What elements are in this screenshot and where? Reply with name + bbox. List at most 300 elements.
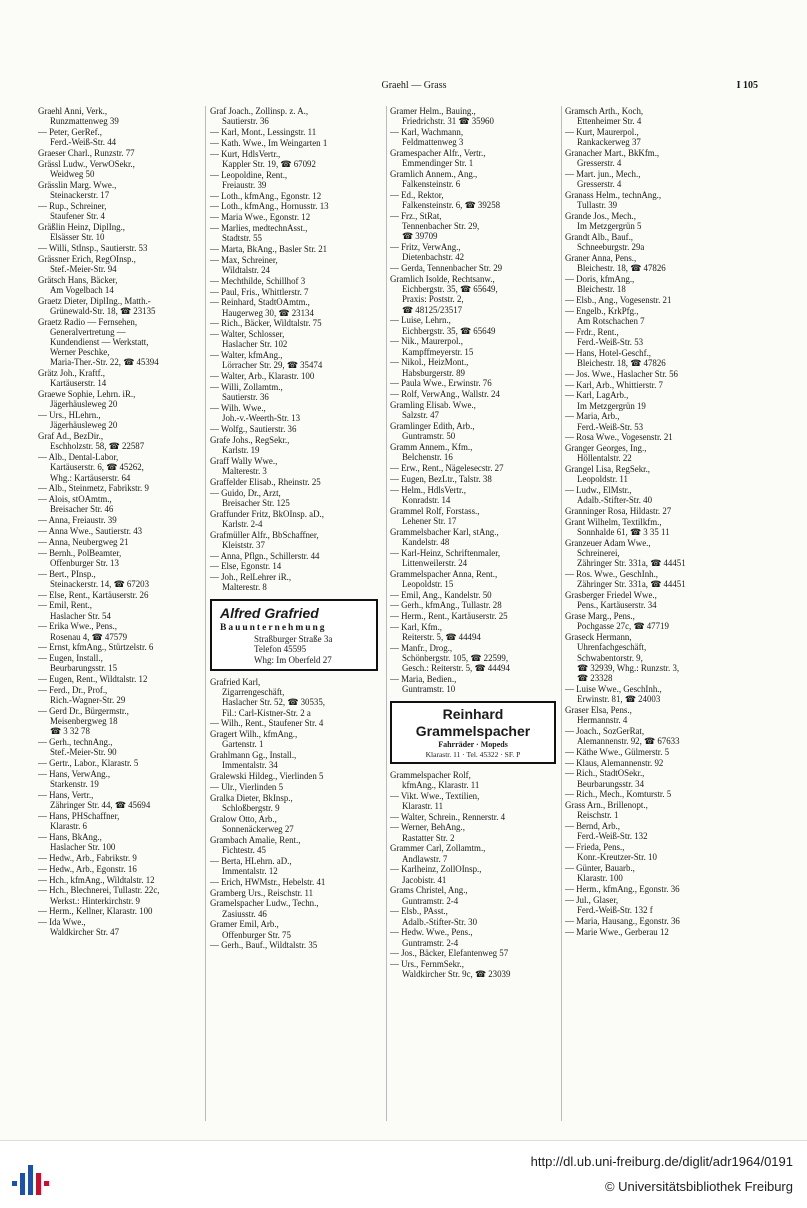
entry-name-line: — Alb., Dental-Labor, [38,452,119,463]
entry-continuation-line: Fichtestr. 45 [222,845,266,856]
entry-continuation-line: Stadtstr. 55 [222,233,262,244]
directory-entry [38,653,203,673]
entry-name-line: Gramelspacher Ludw., Techn., [210,898,319,909]
entry-continuation-line: Karlstr. 2-4 [222,518,263,529]
directory-entry [38,600,203,620]
directory-entry [565,211,797,231]
directory-entry [210,530,382,550]
entry-name-line: — Klaus, Alemannenstr. 92 [565,757,664,768]
directory-entry [565,306,797,326]
directory-entry [38,127,203,147]
entry-continuation-line: Zasiusstr. 46 [222,908,267,919]
directory-entry [565,684,797,704]
entry-name-line: Graffelder Elisab., Rheinstr. 25 [210,476,321,487]
directory-entry [210,201,382,211]
entry-continuation-line: Klarastr. 11 [402,800,444,811]
entry-continuation-line: Werkst.: Hinterkirchstr. 9 [50,895,140,906]
directory-entry [565,443,797,463]
entry-continuation-line: Gresserstr. 4 [577,158,622,169]
directory-entry [210,424,382,434]
directory-entry [390,600,560,610]
entry-name-line: — Frz., StRat, [390,211,442,221]
directory-entry [565,632,797,683]
directory-entry [38,368,203,388]
entry-continuation-line: Ferd.-Weiß-Str. 132 f [577,905,653,916]
entry-name-line: — Vikt. Wwe., Textilien, [390,790,480,801]
directory-entry [210,244,382,254]
entry-continuation-line: Praxis: Poststr. 2, [402,294,464,305]
entry-name-line: Graser Elsa, Pens., [565,704,632,715]
directory-entry [390,674,560,694]
directory-entry [38,621,203,641]
entry-name-line: Grammelsbacher Karl, stAng., [390,526,499,537]
directory-entry [210,835,382,855]
entry-continuation-line: Bleichestr. 18 [577,284,626,295]
directory-entry [210,138,382,148]
entry-name-line: — Loth., kfmAng., Egonstr. 12 [210,190,322,201]
entry-continuation-line: Beurbarungsstr. 34 [577,778,645,789]
entry-name-line: — Paul, Fris., Whittlerstr. 7 [210,286,309,297]
entry-continuation-line: Haslacher Str. 52, ☎ 30535, [222,697,325,708]
entry-continuation-line: Grünewald-Str. 18, ☎ 23135 [50,305,156,316]
entry-continuation-line: Maria-Ther.-Str. 22, ☎ 45394 [50,357,159,368]
entry-name-line: — Emil, Ang., Kandelstr. 50 [390,589,492,600]
entry-name-line: Grätsch Hans, Bäcker, [38,274,118,285]
entry-continuation-line: Kleiststr. 37 [222,539,265,550]
entry-name-line: — Fritz, VerwAng., [390,242,461,253]
directory-entry [565,884,797,894]
entry-name-line: Grase Marg., Pens., [565,611,635,622]
entry-name-line: — Joh., RelLehrer iR., [210,572,292,583]
directory-entry [38,758,203,768]
source-url-link[interactable]: http://dl.ub.uni-freiburg.de/diglit/adr1964/0191 [530,1154,793,1169]
directory-entry [210,287,382,297]
entry-name-line: — Hans, BkAng., [38,831,102,842]
entry-continuation-line: Erwinstr. 81, ☎ 24003 [577,694,661,704]
directory-entry [210,149,382,169]
entry-name-line: Grahlmann Gg., Install., [210,750,297,761]
entry-continuation-line: Freiaustr. 39 [222,179,267,190]
entry-continuation-line: Bleichestr. 18, ☎ 47826 [577,358,666,368]
directory-entry [38,275,203,295]
entry-continuation-line: Zähringer Str. 331a, ☎ 44451 [577,579,686,590]
directory-entry [390,211,560,242]
entry-continuation-line: Elsässer Str. 10 [50,232,105,242]
directory-entry [210,435,382,455]
entry-continuation-line: Ferd.-Weiß-Str. 132 [577,831,648,842]
directory-entry [210,350,382,370]
directory-entry [565,127,797,147]
entry-continuation-line: Rankackerweg 37 [577,137,641,148]
entry-name-line: — Gerh., Bauf., Wildtalstr. 35 [210,940,318,951]
entry-continuation-line: Breisacher Str. 46 [50,504,114,515]
entry-continuation-line: Steinackerstr. 17 [50,190,110,200]
entry-name-line: — Jos. Wwe., Haslacher Str. 56 [565,368,678,379]
directory-entry [565,927,797,937]
entry-name-line: — Engelb., KrkPfg., [565,305,639,316]
entry-name-line: — Hans, PHSchaffner, [38,810,120,821]
directory-entry [565,369,797,379]
directory-entry [565,863,797,883]
directory-entry [565,590,797,610]
entry-continuation-line: Haslacher Str. 102 [222,339,288,350]
directory-entry [390,948,560,958]
entry-name-line: Gramlich Annem., Ang., [390,169,478,179]
directory-entry [38,832,203,852]
directory-entry [38,296,203,316]
entry-name-line: — Hedw., Arb., Fabrikstr. 9 [38,852,137,863]
advertisement-grafried [210,599,378,672]
ad-name-line-2: Grammelspacher [415,722,531,739]
entry-continuation-line: Gartenstr. 1 [222,739,264,750]
entry-name-line: — Peter, GerRef., [38,127,102,137]
entry-continuation-line: Alemannenstr. 92, ☎ 67633 [577,736,680,746]
entry-continuation-line: Gresserstr. 4 [577,179,622,190]
directory-entry [38,389,203,409]
entry-name-line: — Karl-Heinz, Schriftenmaler, [390,547,501,558]
entry-name-line: — Luise, Lehrn., [390,315,451,326]
entry-name-line: Gramer Emil, Arb., [210,919,279,930]
entry-continuation-line: Kartäuserstr. 14 [50,378,107,389]
viewer-footer [0,1140,807,1208]
entry-continuation-line: Immentalstr. 12 [222,866,278,877]
directory-entry [38,885,203,905]
directory-entry [210,940,382,950]
directory-entry [390,274,560,315]
entry-continuation-line: Uhrenfachgeschäft, [577,642,647,653]
entry-name-line: Gralow Otto, Arb., [210,813,277,824]
entry-name-line: — Jos., Bäcker, Elefantenweg 57 [390,948,509,959]
page-number: I 105 [736,80,758,91]
directory-entry [38,537,203,547]
directory-entry [210,572,382,592]
directory-entry [390,148,560,168]
entry-name-line: Granass Helm., technAng., [565,190,662,200]
directory-entry [210,382,382,402]
directory-entry [390,263,560,273]
directory-entry [390,843,560,863]
entry-name-line: Grafe Johs., RegSekr., [210,434,290,445]
directory-entry [565,789,797,799]
entry-continuation-line: Tennenbacher Str. 29, [402,221,480,232]
directory-entry [38,674,203,684]
page-header [34,80,794,96]
entry-name-line: Graffunder Fritz, BkOInsp. aD., [210,508,324,519]
entry-continuation-line: ☎ 3 32 78 [50,726,90,737]
directory-entry [38,906,203,916]
entry-name-line: Grässlin Marg. Wwe., [38,179,117,190]
entry-name-line: — Urs., HLehrn., [38,410,101,421]
directory-entry [565,106,797,126]
entry-continuation-line: Zähringer Str. 331a, ☎ 44451 [577,558,686,569]
directory-entry [565,485,797,505]
entry-continuation-line: Generalvertretung — [50,326,126,337]
directory-entry [210,297,382,317]
entry-name-line: — Jul., Glaser, [565,894,619,905]
entry-continuation-line: Schreinerei, [577,548,620,559]
entry-name-line: — Karl, Kfm., [390,621,443,632]
entry-continuation-line: Malterestr. 8 [222,582,267,593]
entry-continuation-line: Kartäuserstr. 6, ☎ 45262, [50,462,144,473]
entry-name-line: — Werner, BehAng., [390,822,465,833]
directory-entry [38,685,203,705]
entry-name-line: — Paula Wwe., Erwinstr. 76 [390,378,492,389]
entry-name-line: — Hans, Hotel-Geschf., [565,347,652,358]
directory-entry [390,864,560,884]
entry-name-line: — Karl, Arb., Whittierstr. 7 [565,379,663,390]
entry-name-line: — Anna, Neubergweg 21 [38,536,129,547]
directory-entry [390,611,560,621]
directory-entry [210,403,382,423]
entry-name-line: Gramm Annem., Kfm., [390,442,473,452]
directory-entry [390,378,560,388]
directory-entry [565,538,797,569]
directory-entry [390,169,560,189]
entry-name-line: — Bernd, Arb., [565,821,620,832]
entry-continuation-line: Kundendienst — Werkstatt, [50,337,149,347]
entry-name-line: Grammer Carl, Zollamtm., [390,843,486,854]
entry-name-line: Grant Wilhelm, Textilkfm., [565,516,662,527]
entry-name-line: Grätz Joh., Kraftf., [38,368,106,379]
directory-entry [565,726,797,746]
entry-continuation-line: Kandelstr. 48 [402,536,450,547]
entry-name-line: — Else, Egonstr. 14 [210,561,282,572]
directory-entry [210,318,382,328]
entry-continuation-line: Schwabentorstr. 9, [577,652,643,663]
entry-continuation-line: Leopoldstr. 11 [577,474,628,485]
directory-entry [210,509,382,529]
entry-name-line: — Joach., SozGerRat, [565,725,645,736]
entry-continuation-line: Jacobistr. 41 [402,874,447,885]
directory-entry [565,569,797,589]
entry-continuation-line: Belchenstr. 16 [402,452,453,463]
ad-name-line-1: Reinhard [442,705,504,722]
entry-name-line: — Hedw. Wwe., Pens., [390,927,473,938]
entry-name-line: — Willi, Zollamtm., [210,381,283,392]
entry-name-line: — Emil, Rent., [38,600,92,611]
entry-name-line: Grasberger Friedel Wwe., [565,590,657,601]
entry-continuation-line: Kampffmeyerstr. 15 [402,346,474,357]
entry-continuation-line: Adalb.-Stifter-Str. 30 [402,916,478,927]
directory-entry [210,551,382,561]
entry-name-line: — Reinhard, StadtOAmtm., [210,297,310,308]
directory-entry [565,506,797,516]
entry-name-line: — Gerda, Tennenbacher Str. 29 [390,263,503,274]
directory-entry [390,506,560,526]
directory-entry [38,515,203,525]
directory-entry [210,856,382,876]
directory-entry [38,569,203,589]
entry-name-line: Graf Joach., Zollinsp. z. A., [210,106,309,116]
entry-continuation-line: Haugerweg 30, ☎ 23134 [222,307,314,318]
entry-continuation-line: Klarastr. 100 [577,873,623,884]
entry-name-line: — Rich., Mech., Komturstr. 5 [565,789,672,800]
entry-name-line: — Nik., Maurerpol., [390,336,463,347]
entry-name-line: — Anna Wwe., Sautierstr. 43 [38,526,143,536]
entry-continuation-line: Sautierstr. 36 [222,116,269,127]
directory-entry [210,750,382,770]
directory-entry [565,517,797,537]
directory-entry [390,485,560,505]
entry-name-line: — Ed., Rektor, [390,190,444,200]
entry-continuation-line: Konradstr. 14 [402,494,451,505]
entry-continuation-line: Salzstr. 47 [402,410,439,421]
directory-entry [210,212,382,222]
directory-entry [210,793,382,813]
ad-contact: Klarastr. 11 · Tel. 45322 · SF. P [425,749,521,759]
entry-name-line: Grafried Karl, [210,677,261,688]
directory-entry [565,348,797,368]
directory-entry [210,898,382,918]
entry-name-line: — Walter, Schlosser, [210,329,285,340]
entry-continuation-line: Haslacher Str. 100 [50,842,116,853]
directory-entry [210,782,382,792]
entry-name-line: — Frdr., Rent., [565,326,619,337]
entry-name-line: Gralka Dieter, BkInsp., [210,792,293,803]
directory-entry [210,276,382,286]
directory-entry [38,917,203,937]
entry-continuation-line: Ferd.-Weiß-Str. 44 [50,137,117,148]
entry-continuation-line: Guntramstr. 50 [402,431,456,442]
entry-name-line: — Gerh., technAng., [38,737,113,748]
directory-entry [210,456,382,476]
entry-continuation-line: Jägerhäusleweg 20 [50,399,118,410]
directory-entry [565,916,797,926]
entry-name-line: — Willi, StInsp., Sautierstr. 53 [38,242,148,253]
directory-entry [210,255,382,275]
entry-name-line: — Erich, HWMstr., Hebelstr. 41 [210,876,326,887]
entry-name-line: Gramling Elisab. Wwe., [390,400,476,410]
entry-continuation-line: Staufener Str. 4 [50,211,105,221]
entry-name-line: Grambach Amalie, Rent., [210,834,301,845]
entry-name-line: Grässl Ludw., VerwOSekr., [38,158,135,169]
entry-name-line: — Hch., Blechnerei, Tullastr. 22c, [38,885,160,896]
directory-entry [390,315,560,335]
entry-continuation-line: ☎ 39709 [402,231,438,242]
entry-continuation-line: Werner Peschke, [50,347,110,358]
entry-name-line: Gramer Helm., Bauing., [390,106,476,116]
directory-entry [390,770,560,790]
directory-entry [390,906,560,926]
directory-entry [210,191,382,201]
entry-name-line: — Bernh., PolBeamter, [38,547,122,558]
ad-phone: Telefon 45595 [254,644,307,655]
entry-name-line: — Kath. Wwe., Im Weingarten 1 [210,137,328,148]
entry-name-line: Graseck Hermann, [565,632,632,643]
entry-continuation-line: Pens., Kartäuserstr. 34 [577,600,657,611]
entry-name-line: — Elsb., Ang., Vogesenstr. 21 [565,295,672,305]
entry-continuation-line: Rastatter Str. 2 [402,832,455,843]
entry-continuation-line: Schneeburgstr. 29a [577,242,645,253]
entry-name-line: — Mechthilde, Schillhof 3 [210,275,306,286]
directory-entry [565,747,797,757]
entry-name-line: — Eugen, Rent., Wildtalstr. 12 [38,674,148,685]
entry-continuation-line: Ferd.-Weiß-Str. 53 [577,421,644,432]
directory-entry [390,959,560,979]
entry-name-line: Gralewski Hildeg., Vierlinden 5 [210,771,324,782]
entry-continuation-line: Zigarrengeschäft, [222,687,285,698]
entry-continuation-line: Guntramstr. 2-4 [402,937,459,948]
directory-entry [390,791,560,811]
directory-entry [38,243,203,253]
directory-entry [565,411,797,431]
entry-continuation-line: Tullastr. 39 [577,200,618,211]
directory-entry [565,169,797,189]
directory-entry [390,442,560,462]
directory-entry [390,357,560,377]
directory-entry [565,380,797,390]
entry-continuation-line: Stef.-Meier-Str. 94 [50,263,117,274]
entry-name-line: — Hans, Vertr., [38,789,94,800]
directory-entry [565,800,797,820]
directory-entry [210,771,382,781]
entry-name-line: — Maria, Bedien., [390,674,457,685]
directory-entry [38,410,203,430]
entry-name-line: — Else, Rent., Kartäuserstr. 26 [38,589,149,600]
entry-continuation-line: Falkensteinstr. 6, ☎ 39258 [402,200,501,211]
directory-entry [565,432,797,442]
directory-entry [565,768,797,788]
entry-continuation-line: Leopoldstr. 15 [402,578,454,589]
column-3 [390,106,560,980]
entry-name-line: Granzeuer Adam Wwe., [565,537,651,548]
entry-continuation-line: Fil.: Carl-Kistner-Str. 2 a [222,707,311,718]
entry-name-line: Graewe Sophie, Lehrn. iR., [38,389,136,400]
entry-name-line: — Wilh. Wwe., [210,402,266,413]
entry-continuation-line: Kappler Str. 19, ☎ 67092 [222,158,316,169]
ad-tagline: Fahrräder · Mopeds [438,739,508,749]
directory-entry [390,885,560,905]
entry-continuation-line: Eschholzstr. 58, ☎ 22587 [50,441,145,452]
entry-name-line: — Manfr., Drog., [390,642,453,653]
directory-entry [390,389,560,399]
directory-entry [210,170,382,190]
entry-name-line: — Anna, Pflgn., Schillerstr. 44 [210,550,320,561]
directory-entry [390,190,560,210]
ad-company-name: Alfred Grafried [220,604,319,621]
entry-name-line: — Maria Wwe., Egonstr. 12 [210,212,311,223]
entry-name-line: — Ferd., Dr., Prof., [38,684,108,695]
entry-name-line: — Marlies, medtechnAsst., [210,222,308,233]
ad-tagline: Bauunternehmung [220,622,327,633]
directory-entry [565,274,797,294]
entry-name-line: — Anna, Freiaustr. 39 [38,515,117,526]
directory-entry [565,895,797,915]
directory-entry [390,242,560,262]
directory-entry [565,148,797,168]
directory-entry [210,127,382,137]
entry-name-line: — Karl, LagArb., [565,390,629,401]
directory-entry [390,463,560,473]
directory-entry [38,180,203,200]
entry-name-line: — Maria, Arb., [565,411,620,422]
directory-entry [38,148,203,158]
entry-continuation-line: Eichbergstr. 35, ☎ 65649, [402,284,498,295]
directory-entry [38,431,203,451]
entry-continuation-line: Waldkircher Str. 9c, ☎ 23039 [402,969,511,980]
directory-entry [390,400,560,420]
entry-continuation-line: Im Metzgergrün 19 [577,400,646,411]
entry-continuation-line: Sonnhalde 61, ☎ 3 35 11 [577,527,670,538]
entry-continuation-line: Schönbergstr. 105, ☎ 22599, [402,653,509,664]
directory-entry [210,877,382,887]
directory-entry [38,201,203,221]
directory-entry [210,677,382,718]
directory-entry [210,718,382,728]
entry-name-line: Graner Anna, Pens., [565,253,637,263]
entry-continuation-line: Guntramstr. 2-4 [402,895,459,906]
entry-name-line: — Ida Wwe., [38,917,86,928]
